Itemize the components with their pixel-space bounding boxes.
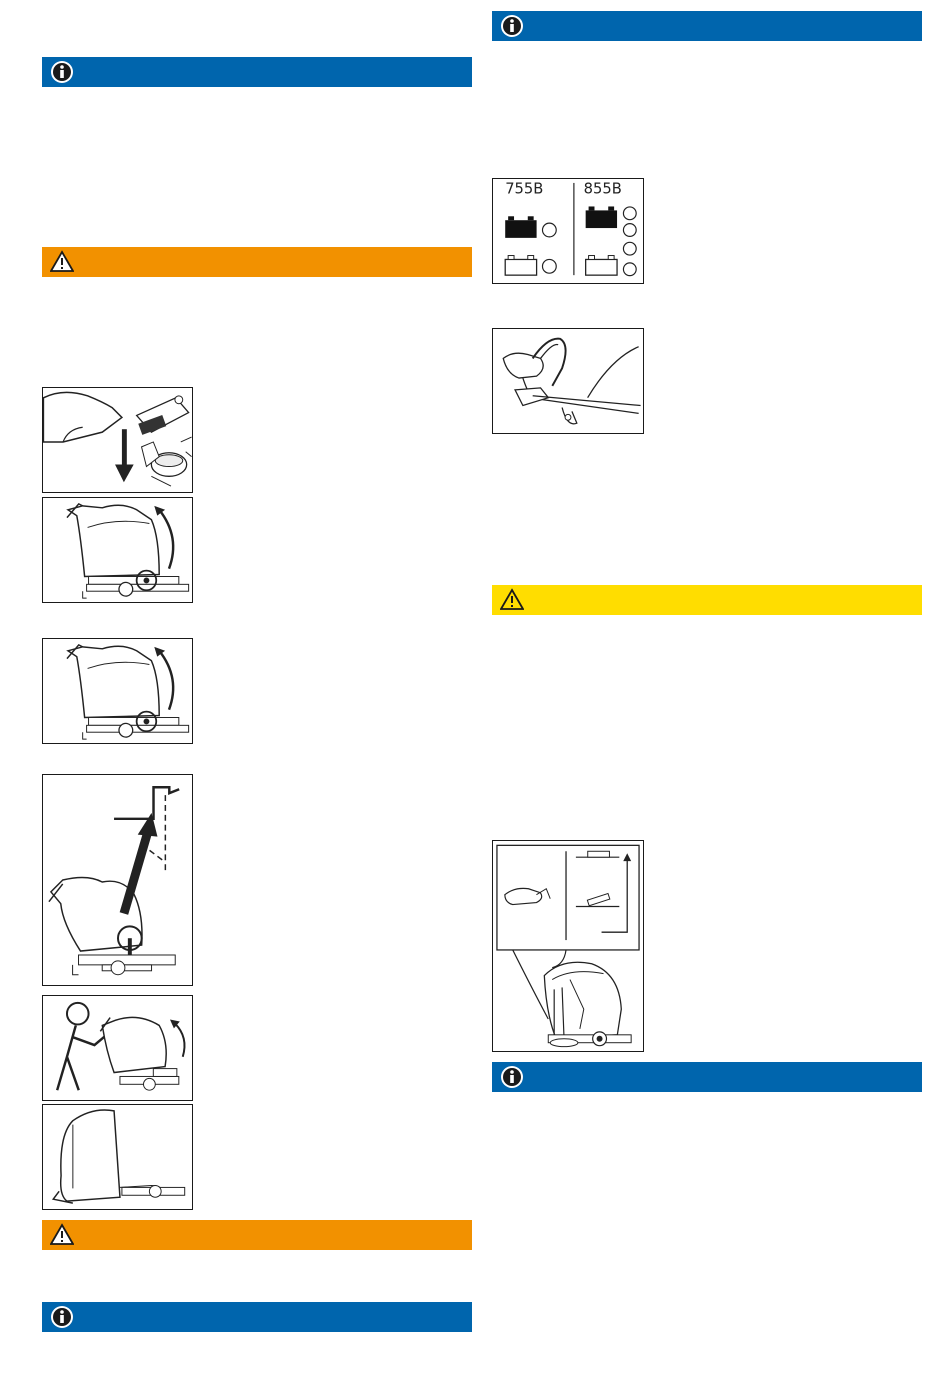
model-label-755b: 755B (505, 180, 544, 198)
info-banner-3 (492, 11, 922, 41)
battery-full-icon-755b (505, 216, 536, 238)
illustration-brush-deck-pedal (492, 840, 644, 1052)
illustration-handle-grip (492, 328, 644, 434)
info-icon (500, 1065, 524, 1089)
illustration-machine-tipped (42, 1104, 193, 1210)
warning-banner-1 (42, 247, 472, 277)
indicator-led (542, 259, 556, 273)
illustration-pedal-press (42, 387, 193, 493)
indicator-led (623, 207, 636, 220)
battery-full-icon-855b (586, 206, 617, 228)
warning-icon (500, 588, 524, 612)
illustration-machine-tilt-1 (42, 497, 193, 603)
info-banner-1 (42, 57, 472, 87)
battery-indicator-panel (492, 178, 644, 284)
info-banner-4 (492, 1062, 922, 1092)
battery-empty-icon-855b (586, 256, 617, 276)
illustration-person-pushing (42, 995, 193, 1101)
illustration-machine-lift (42, 774, 193, 986)
model-label-855b: 855B (583, 180, 622, 198)
info-icon (50, 1305, 74, 1329)
indicator-led (623, 242, 636, 255)
indicator-led (623, 263, 636, 276)
warning-banner-2 (42, 1220, 472, 1250)
illustration-machine-tilt-2 (42, 638, 193, 744)
info-icon (500, 14, 524, 38)
info-icon (50, 60, 74, 84)
caution-banner (492, 585, 922, 615)
indicator-led (542, 223, 556, 237)
battery-empty-icon-755b (505, 256, 536, 276)
warning-icon (50, 250, 74, 274)
info-banner-2 (42, 1302, 472, 1332)
indicator-led (623, 224, 636, 237)
warning-icon (50, 1223, 74, 1247)
